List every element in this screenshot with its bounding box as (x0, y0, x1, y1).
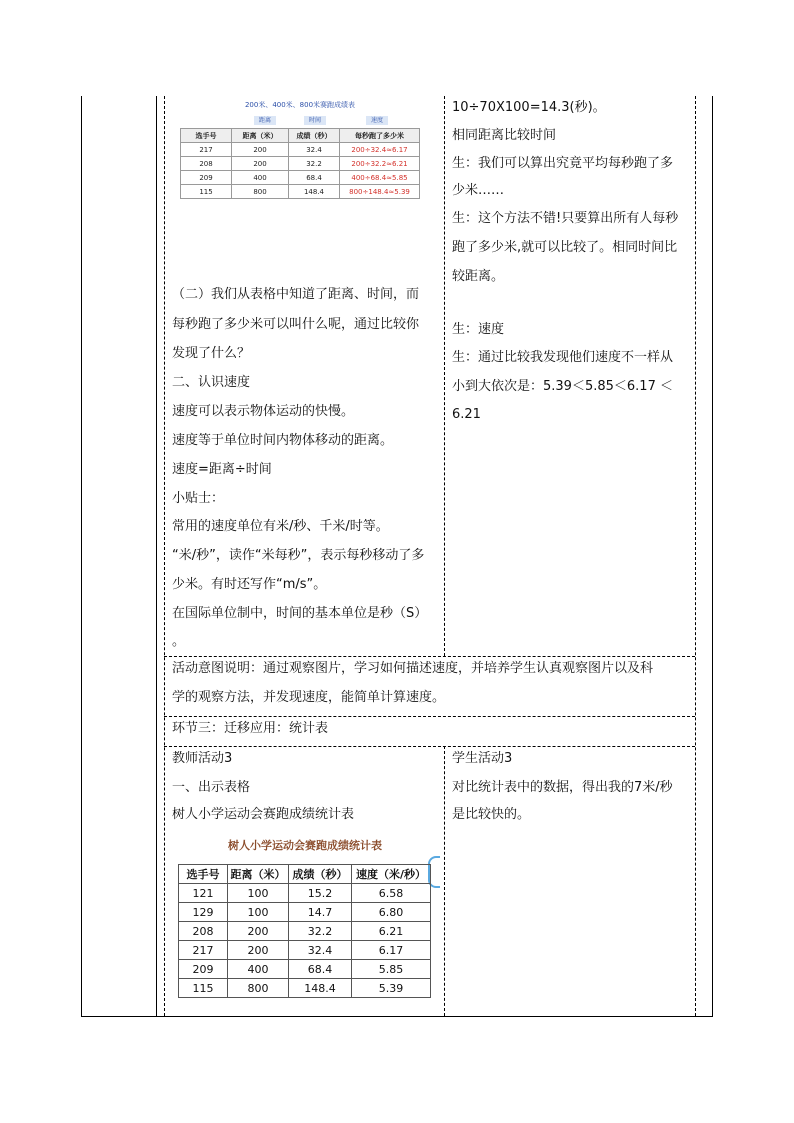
right-line-6: 跑了多少米,就可以比较了。相同时间比 (452, 240, 678, 255)
teacher-line-1: 一、出示表格 (172, 780, 251, 795)
table-row (181, 157, 420, 171)
right-line-2: 相同距离比较时间 (452, 128, 557, 143)
table-cell: 209 (181, 171, 232, 185)
figure1-caption: 200米、400米、800米赛跑成绩表 (244, 101, 356, 109)
table-row (179, 960, 431, 979)
table-cell: 14.7 (289, 903, 352, 922)
bottom-border (81, 1016, 713, 1017)
header-cell: 速度（米/秒） (352, 865, 431, 884)
left-line-5: 速度可以表示物体运动的快慢。 (172, 404, 355, 419)
figure1-tags (180, 116, 420, 126)
header-cell: 距离（米） (232, 129, 289, 143)
divider-section3 (164, 716, 695, 717)
table-cell: 800 (228, 979, 289, 998)
table-cell: 6.21 (352, 922, 431, 941)
right-line-8: 生：速度 (452, 322, 505, 337)
outer-right-border (712, 96, 713, 1016)
table-cell: 217 (181, 143, 232, 157)
table-cell: 800 (232, 185, 289, 199)
left-line-1: （二）我们从表格中知道了距离、时间，而 (172, 287, 420, 302)
right-line-3: 生：我们可以算出究竟平均每秒跑了多 (452, 156, 674, 171)
table-cell: 400 (228, 960, 289, 979)
content-right-border (695, 96, 696, 1016)
activity-note-line-1: 活动意图说明：通过观察图片，学习如何描述速度，并培养学生认真观察图片以及科 (172, 661, 654, 676)
table-cell: 209 (179, 960, 228, 979)
figure1-table (180, 128, 420, 199)
table-cell: 6.80 (352, 903, 431, 922)
table-cell: 32.4 (289, 941, 352, 960)
left-line-12: 在国际单位制中，时间的基本单位是秒（S） (172, 606, 428, 621)
table-cell: 32.2 (289, 157, 340, 171)
table-cell: 400÷68.4≈5.85 (340, 171, 420, 185)
table-row (181, 171, 420, 185)
table-row (179, 884, 431, 903)
header-cell: 选手号 (179, 865, 228, 884)
figure2-table (178, 864, 431, 998)
teacher-line-2: 树人小学运动会赛跑成绩统计表 (172, 807, 355, 822)
right-line-7: 较距离。 (452, 269, 505, 284)
left-line-11: 少米。有时还写作“m/s”。 (172, 577, 327, 592)
table-cell: 115 (179, 979, 228, 998)
table-row (179, 903, 431, 922)
table-cell: 15.2 (289, 884, 352, 903)
table-row (181, 143, 420, 157)
table-cell: 208 (179, 922, 228, 941)
table-header-row (181, 129, 420, 143)
section-heading-speed: 二、认识速度 (172, 375, 251, 390)
right-line-5: 生：这个方法不错!只要算出所有人每秒 (452, 211, 679, 226)
table-cell: 208 (181, 157, 232, 171)
table-row (179, 941, 431, 960)
speed-formula: 速度=距离÷时间 (172, 462, 272, 477)
table-cell: 68.4 (289, 960, 352, 979)
right-line-10: 小到大依次是：5.39＜5.85＜6.17 ＜ (452, 379, 673, 394)
table-cell: 200÷32.2≈6.21 (340, 157, 420, 171)
tag-time: 时间 (304, 116, 326, 125)
figure2-caption: 树人小学运动会赛跑成绩统计表 (228, 839, 382, 852)
table-cell: 5.39 (352, 979, 431, 998)
table-cell: 148.4 (289, 979, 352, 998)
table-cell: 68.4 (289, 171, 340, 185)
outer-left-border (81, 96, 82, 1016)
tag-distance: 距离 (254, 116, 276, 125)
table-cell: 200 (232, 143, 289, 157)
table-cell: 129 (179, 903, 228, 922)
column-divider-bottom (444, 746, 445, 1016)
teacher-activity-title: 教师活动3 (172, 751, 233, 766)
tag-speed: 速度 (366, 116, 388, 125)
table-cell: 100 (228, 903, 289, 922)
header-cell: 距离（米） (228, 865, 289, 884)
student-line-2: 是比较快的。 (452, 807, 531, 822)
activity-note-line-2: 学的观察方法，并发现速度，能简单计算速度。 (172, 690, 446, 705)
score-table-figure-1 (180, 100, 420, 204)
table-cell: 115 (181, 185, 232, 199)
table-cell: 148.4 (289, 185, 340, 199)
column-divider-top (444, 96, 445, 656)
table-cell: 200 (228, 922, 289, 941)
table-cell: 200÷32.4≈6.17 (340, 143, 420, 157)
student-activity-title: 学生活动3 (452, 751, 513, 766)
table-cell: 217 (179, 941, 228, 960)
table-cell: 6.58 (352, 884, 431, 903)
table-row (181, 185, 420, 199)
left-line-10: “米/秒”，读作“米每秒”，表示每秒移动了多 (172, 548, 425, 563)
left-line-6: 速度等于单位时间内物体移动的距离。 (172, 433, 394, 448)
table-cell: 32.2 (289, 922, 352, 941)
section3-title: 环节三：迁移应用：统计表 (172, 721, 329, 736)
table-cell: 200 (228, 941, 289, 960)
right-line-4: 少米…… (452, 183, 505, 198)
left-line-9: 常用的速度单位有米/秒、千米/时等。 (172, 519, 389, 534)
left-line-13: 。 (172, 634, 186, 649)
table-cell: 100 (228, 884, 289, 903)
right-line-1: 10÷70X100=14.3(秒)。 (452, 100, 606, 115)
right-line-9: 生：通过比较我发现他们速度不一样从 (452, 350, 674, 365)
table-cell: 200 (232, 157, 289, 171)
header-cell: 成绩（秒） (289, 865, 352, 884)
table-row (179, 922, 431, 941)
table-cell: 121 (179, 884, 228, 903)
divider-activity-note (164, 656, 695, 657)
header-cell: 成绩（秒） (289, 129, 340, 143)
table-cell: 800÷148.4≈5.39 (340, 185, 420, 199)
left-line-2: 每秒跑了多少米可以叫什么呢，通过比较你 (172, 317, 420, 332)
content-left-border (164, 96, 165, 1016)
table-cell: 400 (232, 171, 289, 185)
table-row (179, 979, 431, 998)
right-line-11: 6.21 (452, 407, 481, 422)
divider-teacher3 (164, 746, 695, 747)
header-cell: 每秒跑了多少米 (340, 129, 420, 143)
left-line-3: 发现了什么？ (172, 346, 251, 361)
student-line-1: 对比统计表中的数据，得出我的7米/秒 (452, 780, 673, 795)
table-cell: 6.17 (352, 941, 431, 960)
table-cell: 32.4 (289, 143, 340, 157)
tips-heading: 小贴士： (172, 491, 225, 506)
table-cell: 5.85 (352, 960, 431, 979)
header-cell: 选手号 (181, 129, 232, 143)
inner-left-border (156, 96, 157, 1016)
table-header-row (179, 865, 431, 884)
